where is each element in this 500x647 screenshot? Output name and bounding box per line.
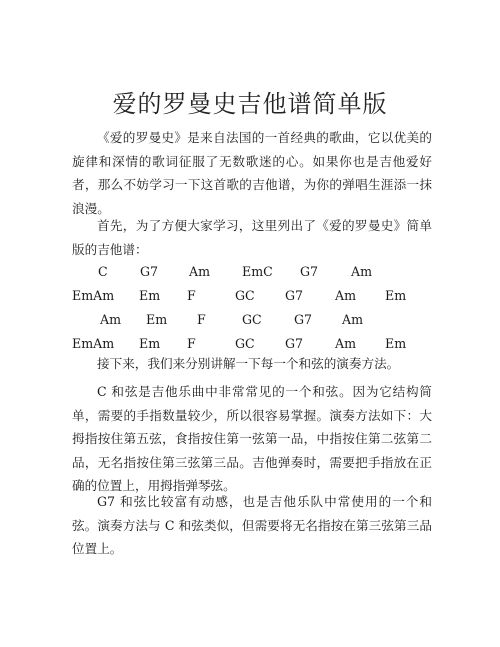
chord-line <box>72 308 442 332</box>
chord: Am <box>189 264 211 279</box>
chord: F <box>187 335 196 351</box>
chord: Am <box>335 287 357 303</box>
chord: Am <box>342 312 364 327</box>
chord: Am <box>100 312 122 327</box>
chord-list-intro-paragraph: 首先，为了方便大家学习，这里列出了《爱的罗曼史》简单版的吉他谱： <box>72 218 432 257</box>
chord-line <box>72 260 442 284</box>
page-title: 爱的罗曼史吉他谱简单版 <box>112 90 388 118</box>
chord: Em <box>139 287 161 303</box>
explanation-intro-paragraph: 接下来，我们来分别讲解一下每一个和弦的演奏方法。 <box>97 356 400 371</box>
c-chord-paragraph: C 和弦是吉他乐曲中非常常见的一个和弦。因为它结构简单，需要的手指数量较少，所以很容易掌握。演奏方法如下：大拇指按住第五弦，食指按住第一弦第一品，中指按住第二弦第二品，无名指按住第三弦第三品。吉他弹奏时，需要把手指放在正确的位置上，用拇指弹琴弦。 <box>72 384 432 493</box>
g7-chord-paragraph: G7 和弦比较富有动感，也是吉他乐队中常使用的一个和弦。演奏方法与 C 和弦类似，但需要将无名指按在第三弦第三品位置上。 <box>72 494 432 556</box>
chord: GC <box>242 312 262 327</box>
chord-block-2 <box>72 308 442 355</box>
chord: F <box>197 312 206 327</box>
chord: Em <box>139 335 161 351</box>
chord: EmC <box>242 264 273 279</box>
chord: Em <box>385 335 407 351</box>
chord: Em <box>385 287 407 303</box>
chord: G7 <box>285 335 304 351</box>
chord: EmAm <box>72 287 115 303</box>
chord: Am <box>351 264 373 279</box>
chord: G7 <box>140 264 159 279</box>
chord: EmAm <box>72 335 115 351</box>
chord: F <box>187 287 196 303</box>
chord: Em <box>146 312 168 327</box>
chord: Am <box>335 335 357 351</box>
chord: GC <box>235 287 255 303</box>
chord: GC <box>235 335 255 351</box>
intro-paragraph: 《爱的罗曼史》是来自法国的一首经典的歌曲，它以优美的旋律和深情的歌词征服了无数歌迷的心。如果你也是吉他爱好者，那么不妨学习一下这首歌的吉他谱，为你的弹唱生涯添一抹浪漫。 <box>72 130 432 216</box>
chord: G7 <box>285 287 304 303</box>
chord-block-1 <box>72 260 442 307</box>
chord: G7 <box>294 312 313 327</box>
chord: C <box>98 264 108 279</box>
chord: G7 <box>300 264 319 279</box>
chord-line <box>72 284 442 308</box>
